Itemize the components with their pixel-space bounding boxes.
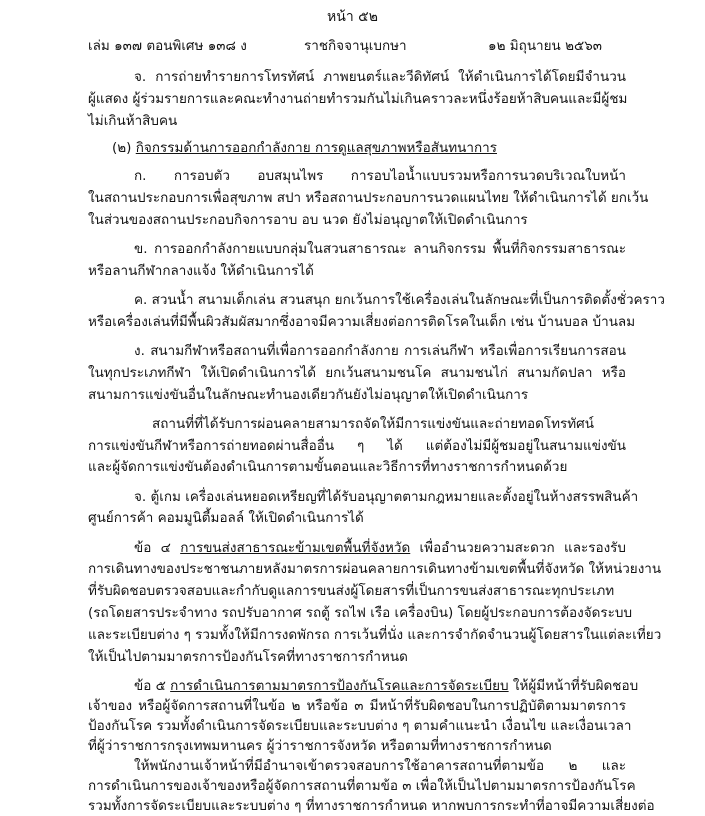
paragraph-line: จ. ตู้เกม เครื่องเล่นหยอดเหรียญที่ได้รับอนุญาตตามกฎหมายและตั้งอยู่ในห้างสรรพสินค้า (134, 488, 639, 505)
paragraph-line: สถานที่ที่ได้รับการผ่อนคลายสามารถจัดให้มีการแข่งขันและถ่ายทอดโทรทัศน์ (152, 415, 594, 432)
paragraph-line: ในสถานประกอบการเพื่อสุขภาพ สปา หรือสถานประกอบการนวดแผนไทย ให้ดำเนินการได้ ยกเว้น (88, 190, 649, 206)
paragraph-line: ผู้แสดง ผู้ร่วมรายการและคณะทำงานถ่ายทำรวมกันไม่เกินคราวละหนึ่งร้อยห้าสิบคนและมีผู้ชม (88, 90, 628, 107)
paragraph-line: ให้พนักงานเจ้าหน้าที่มีอำนาจเข้าตรวจสอบการใช้อาคารสถานที่ตามข้อ ๒ และ (134, 758, 626, 774)
clause-number: ข้อ ๔ (134, 539, 181, 556)
paragraph-line: ที่รับผิดชอบตรวจสอบและกำกับดูแลการขนส่งผู้โดยสารที่เป็นการขนส่งสาธารณะทุกประเภท (88, 583, 615, 600)
paragraph-line: และระเบียบต่าง ๆ รวมทั้งให้มีการงดพักรถ การเว้นที่นั่ง และการจำกัดจำนวนผู้โดยสารในแต่ละเที่ยว (88, 626, 662, 643)
paragraph-line: ในส่วนของสถานประกอบกิจการอาบ อบ นวด ยังไม่อนุญาตให้เปิดดำเนินการ (88, 211, 528, 228)
paragraph-line: ง. สนามกีฬาหรือสถานที่เพื่อการออกกำลังกาย การเล่นกีฬา หรือเพื่อการเรียนการสอน (134, 342, 626, 359)
publication-date: ๑๒ มิถุนายน ๒๕๖๓ (488, 38, 602, 54)
clause-4-opening (134, 538, 626, 558)
paragraph-line: ศูนย์การค้า คอมมูนิตี้มอลล์ ให้เปิดดำเนินการได้ (88, 510, 364, 527)
paragraph-line: และผู้จัดการแข่งขันต้องดำเนินการตามขั้นตอนและวิธีการที่ทางราชการกำหนดด้วย (88, 459, 568, 476)
paragraph-line: ไม่เกินห้าสิบคน (88, 112, 178, 129)
paragraph-line: ให้เป็นไปตามมาตรการป้องกันโรคที่ทางราชการกำหนด (88, 648, 408, 665)
paragraph-line: สนามการแข่งขันอื่นในลักษณะทำนองเดียวกันยังไม่อนุญาตให้เปิดดำเนินการ (88, 386, 529, 403)
clause-text: เพื่ออำนวยความสะดวก และรองรับ (410, 539, 626, 556)
paragraph-line: รวมทั้งการจัดระเบียบและระบบต่าง ๆ ที่ทางราชการกำหนด หากพบการกระทำที่อาจมีความเสี่ยงต่อ (88, 798, 655, 814)
paragraph-line: ป้องกันโรค รวมทั้งดำเนินการจัดระเบียบและระบบต่าง ๆ ตามคำแนะนำ เงื่อนไข และเงื่อนเวลา (88, 717, 632, 734)
paragraph-line: ในทุกประเภทกีฬา ให้เปิดดำเนินการได้ ยกเว้นสนามชนโค สนามชนไก่ สนามกัดปลา หรือ (88, 364, 626, 381)
paragraph-line: การเดินทางของประชาชนภายหลังมาตรการผ่อนคลายการเดินทางข้ามเขตพื้นที่จังหวัด ให้หน่วยงาน (88, 561, 662, 578)
publication-name: ราชกิจจานุเบกษา (304, 38, 407, 54)
section-heading (112, 138, 497, 158)
section-title: กิจกรรมด้านการออกกำลังกาย การดูแลสุขภาพหรือสันทนาการ (135, 140, 497, 156)
clause-text: ให้ผู้มีหน้าที่รับผิดชอบ (508, 677, 639, 694)
paragraph-line: ก. การอบตัว อบสมุนไพร การอบไอน้ำแบบรวมหรือการนวดบริเวณใบหน้า (134, 168, 626, 185)
section-number: (๒) (112, 140, 136, 156)
clause-number: ข้อ ๕ (134, 677, 171, 694)
paragraph-line: (รถโดยสารประจำทาง รถปรับอากาศ รถตู้ รถไฟ เรือ เครื่องบิน) โดยผู้ประกอบการต้องจัดระบบ (88, 605, 633, 622)
paragraph-line: การแข่งขันกีฬาหรือการถ่ายทอดผ่านสื่ออื่น ๆ ได้ แต่ต้องไม่มีผู้ชมอยู่ในสนามแข่งขัน (88, 437, 626, 454)
paragraph-line: ข. การออกกำลังกายแบบกลุ่มในสวนสาธารณะ ลานกิจกรรม พื้นที่กิจกรรมสาธารณะ (134, 241, 626, 257)
paragraph-line: ที่ผู้ว่าราชการกรุงเทพมหานคร ผู้ว่าราชการจังหวัด หรือตามที่ทางราชการกำหนด (88, 737, 552, 754)
paragraph-line: การดำเนินการของเจ้าของหรือผู้จัดการสถานที่ตามข้อ ๓ เพื่อให้เป็นไปตามมาตรการป้องกันโรค (88, 778, 636, 794)
volume-issue: เล่ม ๑๓๗ ตอนพิเศษ ๑๓๘ ง (88, 38, 247, 54)
clause-title: การดำเนินการตามมาตรการป้องกันโรคและการจัดระเบียบ (170, 677, 509, 694)
paragraph-line: เจ้าของ หรือผู้จัดการสถานที่ในข้อ ๒ หรือข้อ ๓ มีหน้าที่รับผิดชอบในการปฏิบัติตามมาตรการ (88, 697, 626, 714)
clause-5-opening (134, 676, 639, 696)
paragraph-line: หรือลานกีฬากลางแจ้ง ให้ดำเนินการได้ (88, 262, 314, 279)
page-number: หน้า ๕๒ (327, 9, 378, 25)
paragraph-line: จ. การถ่ายทำรายการโทรทัศน์ ภาพยนตร์และวีดิทัศน์ ให้ดำเนินการได้โดยมีจำนวน (134, 69, 626, 85)
clause-title: การขนส่งสาธารณะข้ามเขตพื้นที่จังหวัด (180, 539, 411, 556)
paragraph-line: ค. สวนน้ำ สนามเด็กเล่น สวนสนุก ยกเว้นการใช้เครื่องเล่นในลักษณะที่เป็นการติดตั้งชั่วคราว (134, 292, 665, 308)
paragraph-line: หรือเครื่องเล่นที่มีพื้นผิวสัมผัสมากซึ่งอาจมีความเสี่ยงต่อการติดโรคในเด็ก เช่น บ้านบอล บ้านลม (88, 313, 636, 330)
